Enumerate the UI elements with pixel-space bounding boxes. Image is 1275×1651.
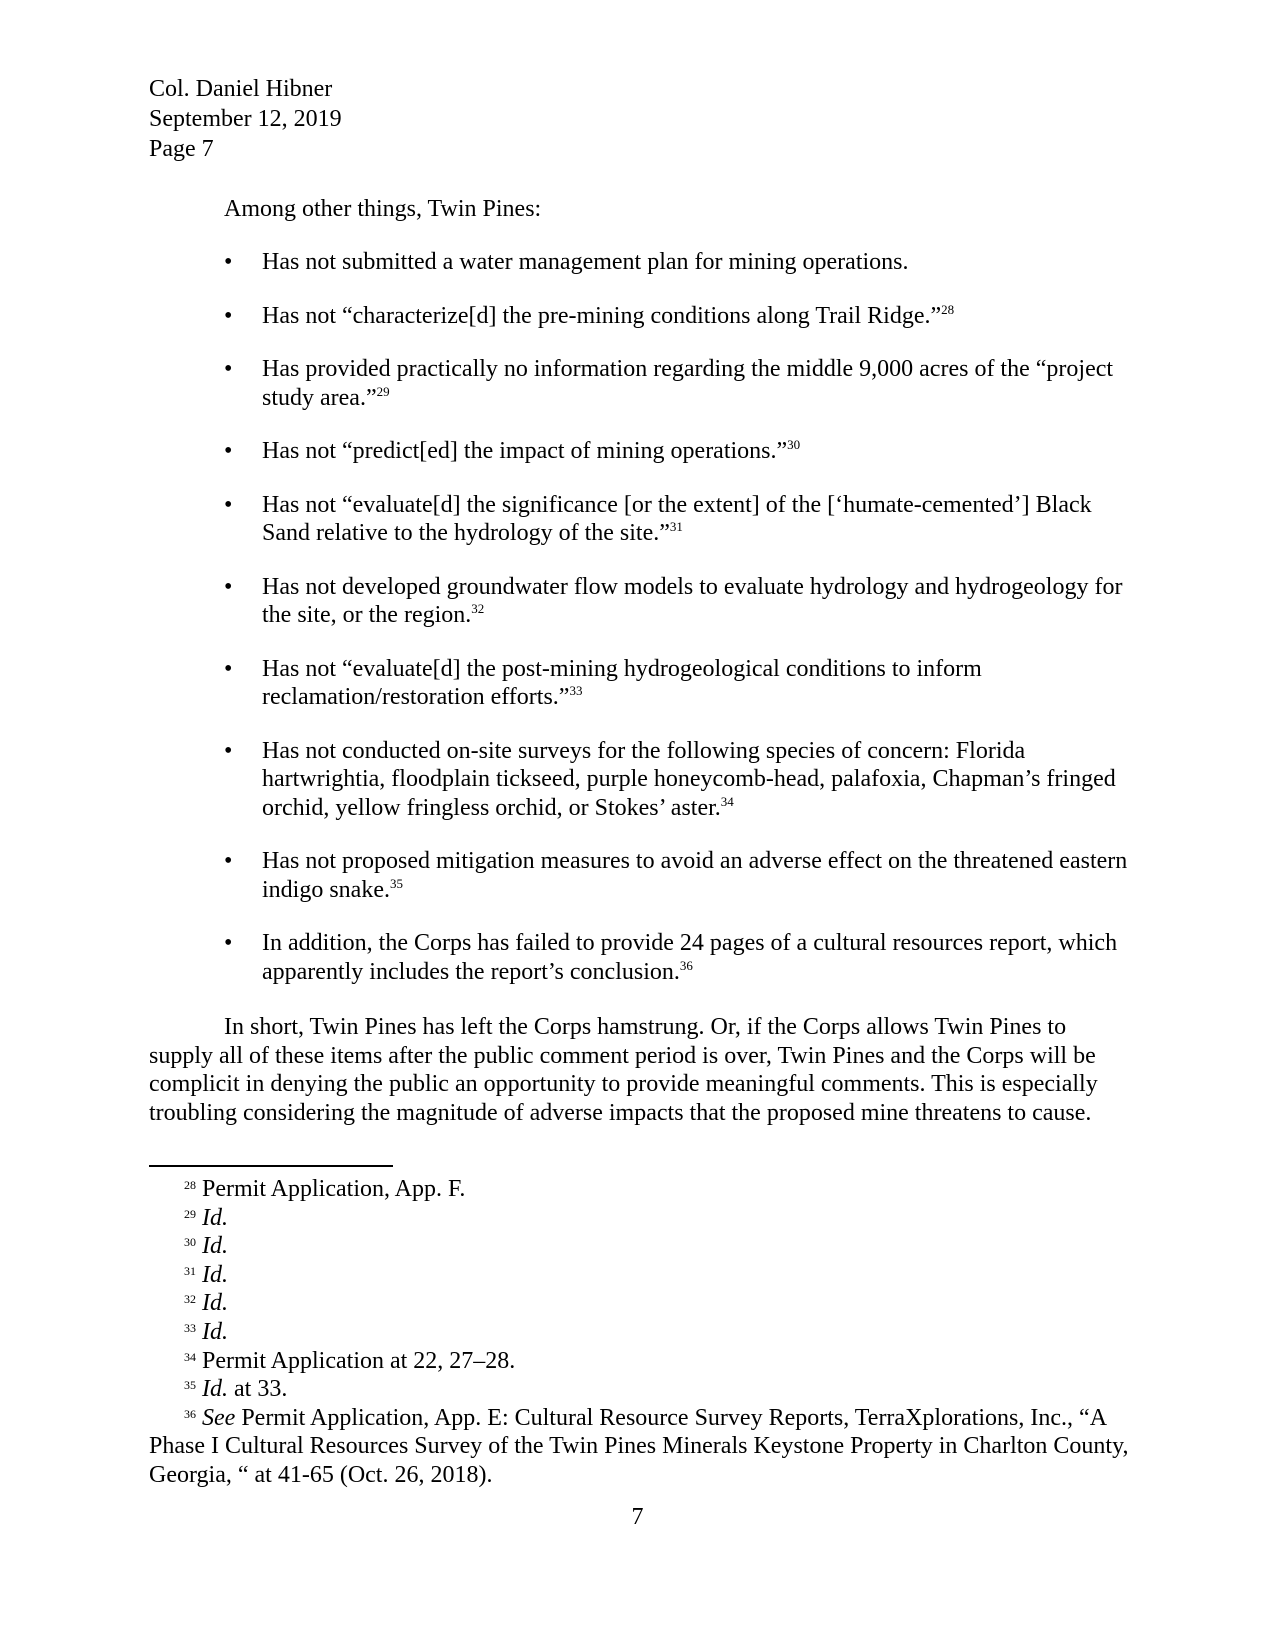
- closing-paragraph: In short, Twin Pines has left the Corps hamstrung. Or, if the Corps allows Twin Pines to supply all of these items after the public comment period is over, Twin Pines and the Corps will be complicit in denying the public an opportunity to provide meaningful comments. This is especially troubling considering the magnitude of adverse impacts that the proposed mine threatens to cause.: [149, 1014, 1098, 1126]
- bullet-icon: •: [224, 737, 233, 764]
- footnote: $^{28}$ Permit Application, App. F.: [184, 1176, 466, 1202]
- bullet-icon: •: [224, 655, 233, 682]
- footnote-number: 32: [184, 1292, 196, 1307]
- footnote-ref: 35: [389, 875, 403, 891]
- footnote: $^{32}$ Id.: [184, 1290, 228, 1317]
- header-page-label: Page 7: [149, 136, 214, 162]
- footnote-number: 35: [184, 1378, 196, 1393]
- bullet-icon: •: [224, 249, 233, 275]
- bullet-icon: •: [224, 356, 233, 382]
- footnotes: [149, 1175, 1134, 1490]
- list-item: • Has not submitted a water management plan for mining operations.: [224, 249, 909, 275]
- footnote: $^{34}$ Permit Application at 22, 27–28.: [184, 1347, 516, 1374]
- footnote-ref: 31: [669, 519, 683, 534]
- footnote-number: 28: [184, 1178, 196, 1192]
- footnote: $^{30}$ Id.: [184, 1233, 228, 1260]
- list-item: • Has not developed groundwater flow models to evaluate hydrology and hydrogeology for the site, or the region.$^{32}$: [224, 573, 1123, 628]
- footnote: $^{35}$ Id. at 33.: [184, 1376, 288, 1403]
- bullet-icon: •: [224, 848, 233, 874]
- intro-line: Among other things, Twin Pines:: [224, 196, 542, 222]
- footnote-number: 34: [184, 1349, 196, 1364]
- footnote-number: 29: [184, 1206, 196, 1221]
- footnote: $^{36}$ See Permit Application, App. E: Cultural Resource Survey Reports, TerraXplorations, Inc., “A Phase I Cultural Resources Survey of the Twin Pines Minerals Keystone Property in Charlton County, Georgia, “ at 41-65 (Oct. 26, 2018).: [149, 1404, 1129, 1488]
- footnote-ref: 33: [569, 683, 583, 698]
- footnote-number: 36: [184, 1406, 196, 1421]
- letter-date: September 12, 2019: [149, 106, 342, 132]
- footnote: $^{31}$ Id.: [184, 1261, 228, 1288]
- bullet-icon: •: [224, 302, 233, 329]
- footnote-ref: 36: [679, 957, 693, 973]
- footnote-ref: 32: [471, 601, 485, 616]
- footnote-number: 33: [184, 1320, 196, 1335]
- list-item: • Has not conducted on-site surveys for the following species of concern: Florida hartwrightia, floodplain tickseed, purple honeycomb-head, palafoxia, Chapman’s fringed orchid, yellow fringless orchid, or Stokes’ aster.$^{34}$: [224, 737, 1116, 821]
- list-item: • Has provided practically no information regarding the middle 9,000 acres of the “project study area.”$^{29}$: [224, 356, 1114, 411]
- page-number: 7: [631, 1504, 644, 1530]
- list-item: • Has not proposed mitigation measures to avoid an adverse effect on the threatened eastern indigo snake.$^{35}$: [224, 848, 1128, 903]
- list-item: • Has not “evaluate[d] the significance [or the extent] of the [‘humate-cemented’] Black Sand relative to the hydrology of the site.”$^{31}$: [224, 491, 1092, 546]
- addressee: Col. Daniel Hibner: [149, 76, 333, 102]
- list-item: • Has not “predict[ed] the impact of mining operations.”$^{30}$: [224, 437, 801, 464]
- bullet-icon: •: [224, 573, 233, 600]
- footnote-number: 30: [184, 1235, 196, 1250]
- deficiency-list: [224, 248, 1134, 1011]
- footnote-ref: 34: [720, 793, 734, 809]
- footnote-ref: 28: [941, 301, 955, 317]
- bullet-icon: •: [224, 930, 233, 956]
- footnote: $^{33}$ Id.: [184, 1318, 228, 1345]
- list-item: • Has not “characterize[d] the pre-mining conditions along Trail Ridge.”$^{28}$: [224, 301, 955, 329]
- footnote-number: 31: [184, 1263, 196, 1278]
- footnote-ref: 30: [787, 437, 801, 452]
- letter-header: [149, 74, 342, 164]
- list-item: • Has not “evaluate[d] the post-mining hydrogeological conditions to inform reclamation/restoration efforts.”$^{33}$: [224, 655, 982, 710]
- bullet-icon: •: [224, 438, 233, 464]
- footnote: $^{29}$ Id.: [184, 1204, 228, 1231]
- bullet-icon: •: [224, 491, 233, 518]
- list-item: • In addition, the Corps has failed to provide 24 pages of a cultural resources report, which apparently includes the report’s conclusion.$^{36}$: [224, 930, 1118, 985]
- footnote-ref: 29: [376, 383, 390, 399]
- footnote-separator: [149, 1165, 393, 1167]
